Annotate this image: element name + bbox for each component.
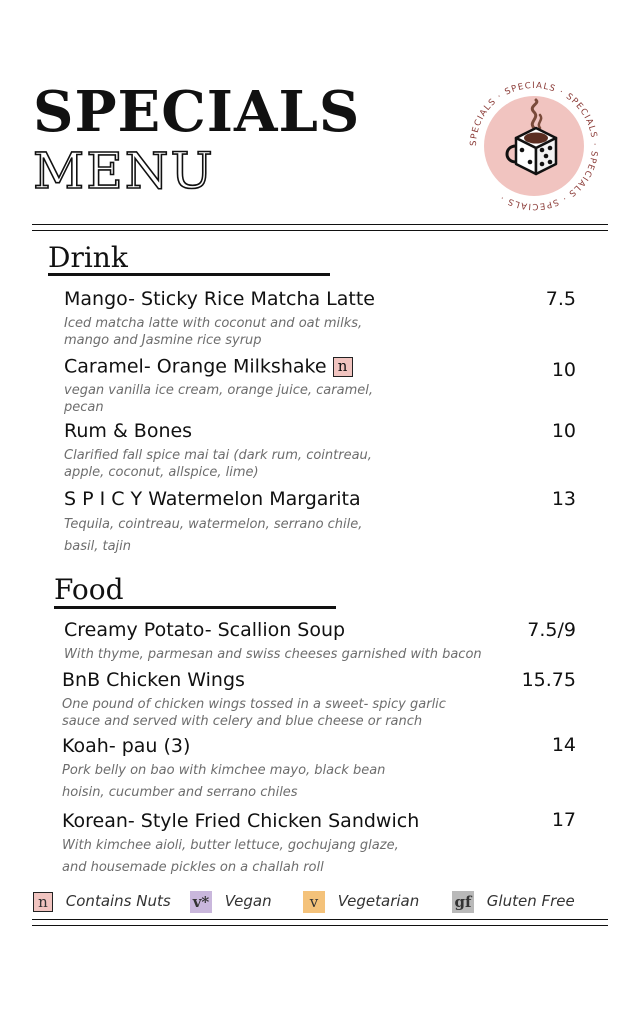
section-underline	[48, 273, 330, 276]
menu-item-name: Rum & Bones	[64, 420, 193, 442]
legend-label: Vegetarian	[337, 892, 420, 910]
legend-gluten-free	[452, 888, 575, 914]
menu-item-description: mango and Jasmine rice syrup	[64, 333, 262, 348]
menu-item-description: and housemade pickles on a challah roll	[62, 860, 324, 875]
legend-label: Contains Nuts	[65, 892, 171, 910]
menu-item-name: Korean- Style Fried Chicken Sandwich	[62, 810, 420, 832]
menu-item-name	[64, 357, 353, 377]
menu-item-price: 15.75	[521, 669, 576, 691]
menu-item-name: Koah- pau (3)	[62, 735, 191, 757]
nuts-icon: n	[33, 892, 53, 912]
menu-item-price: 10	[551, 420, 576, 442]
divider	[32, 925, 608, 926]
section-heading-food: Food	[54, 573, 124, 606]
legend-vegan	[190, 888, 272, 914]
nuts-badge: n	[333, 357, 353, 377]
menu-item-description: Iced matcha latte with coconut and oat milks,	[64, 316, 363, 331]
menu-item-name-text: Caramel- Orange Milkshake	[64, 355, 327, 378]
menu-item-price: 7.5	[545, 288, 576, 310]
menu-item-name: Creamy Potato- Scallion Soup	[64, 619, 346, 641]
menu-item-description: Tequila, cointreau, watermelon, serrano chile,	[64, 517, 363, 532]
menu-item-description: vegan vanilla ice cream, orange juice, caramel,	[64, 383, 373, 398]
divider	[32, 919, 608, 920]
badge-ring-text: SPECIALS · SPECIALS · SPECIALS · SPECIALS · SPECIALS ·	[468, 80, 600, 212]
menu-item-price: 7.5/9	[527, 619, 576, 641]
divider	[32, 230, 608, 231]
vegetarian-icon: v	[303, 891, 325, 913]
legend-nuts	[33, 888, 171, 914]
menu-item-description: basil, tajin	[64, 539, 132, 554]
legend-label: Gluten Free	[486, 892, 575, 910]
page-subtitle: MENU	[33, 142, 215, 200]
menu-item-description: hoisin, cucumber and serrano chiles	[62, 785, 298, 800]
menu-item-description: Clarified fall spice mai tai (dark rum, cointreau,	[64, 448, 372, 463]
legend-vegetarian	[303, 888, 419, 914]
menu-item-name: BnB Chicken Wings	[62, 669, 245, 691]
page-title: SPECIALS	[33, 79, 361, 145]
menu-item-description: One pound of chicken wings tossed in a sweet- spicy garlic	[62, 697, 446, 712]
menu-item-price: 14	[551, 734, 576, 756]
menu-item-name: S P I C Y Watermelon Margarita	[64, 488, 361, 510]
gluten-free-icon: gf	[452, 891, 474, 913]
legend-label: Vegan	[224, 892, 272, 910]
divider	[32, 224, 608, 225]
menu-item-description: Pork belly on bao with kimchee mayo, black bean	[62, 763, 386, 778]
section-underline	[54, 606, 336, 609]
menu-item-description: apple, coconut, allspice, lime)	[64, 465, 259, 480]
menu-item-name: Mango- Sticky Rice Matcha Latte	[64, 288, 375, 310]
menu-item-description: With thyme, parmesan and swiss cheeses garnished with bacon	[64, 647, 482, 662]
menu-item-price: 17	[551, 809, 576, 831]
specials-coffee-dice-logo	[464, 76, 604, 216]
menu-item-description: pecan	[64, 400, 104, 415]
menu-item-description: sauce and served with celery and blue cheese or ranch	[62, 714, 423, 729]
menu-item-description: With kimchee aioli, butter lettuce, gochujang glaze,	[62, 838, 399, 853]
menu-item-price: 10	[551, 359, 576, 381]
section-heading-drink: Drink	[48, 241, 128, 274]
menu-item-price: 13	[551, 488, 576, 510]
vegan-icon: v*	[190, 891, 212, 913]
